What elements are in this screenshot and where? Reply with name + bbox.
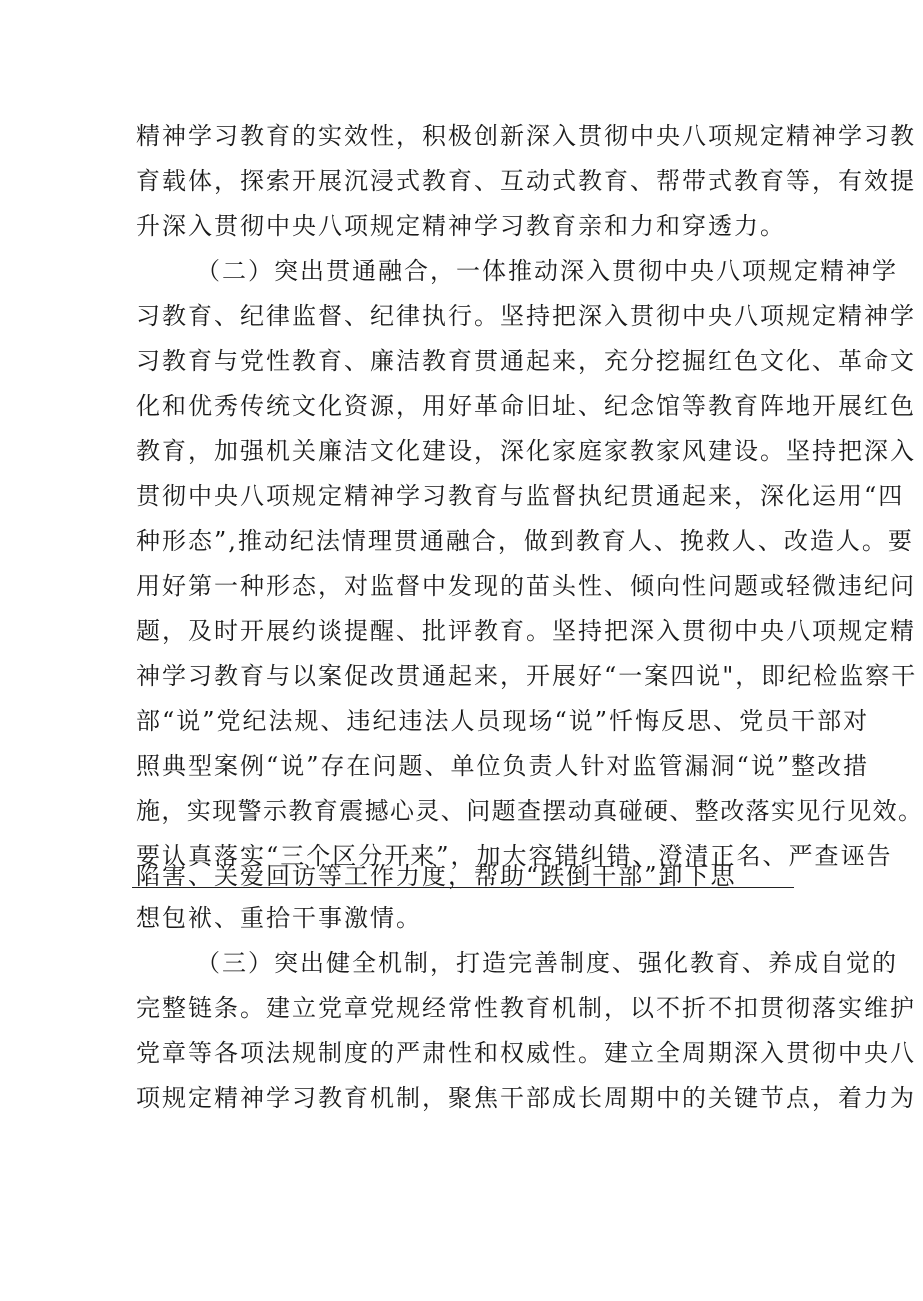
text-line: 育载体，探索开展沉浸式教育、互动式教育、帮带式教育等，有效提 xyxy=(136,167,916,195)
text-line: 化和优秀传统文化资源，用好革命旧址、纪念馆等教育阵地开展红色 xyxy=(136,392,916,420)
text-line: 项规定精神学习教育机制，聚焦干部成长周期中的关键节点，着力为 xyxy=(136,1084,916,1112)
text-line: 习教育、纪律监督、纪律执行。坚持把深入贯彻中央八项规定精神学 xyxy=(136,302,916,330)
text-line: 照典型案例“说”存在问题、单位负责人针对监管漏洞“说”整改措 xyxy=(136,752,870,780)
text-line: 精神学习教育的实效性，积极创新深入贯彻中央八项规定精神学习教 xyxy=(136,122,916,150)
section-heading-2: （二）突出贯通融合，一体推动深入贯彻中央八项规定精神学 xyxy=(196,257,898,285)
text-line: 教育，加强机关廉洁文化建设，深化家庭家教家风建设。坚持把深入 xyxy=(136,437,916,465)
page-divider xyxy=(132,887,794,888)
text-line: 神学习教育与以案促改贯通起来，开展好“一案四说"，即纪检监察干 xyxy=(136,662,918,690)
text-line: 用好第一种形态，对监督中发现的苗头性、倾向性问题或轻微违纪问 xyxy=(136,572,916,600)
text-line: 想包袱、重拾干事激情。 xyxy=(136,904,422,932)
text-line: 完整链条。建立党章党规经常性教育机制，以不折不扣贯彻落实维护 xyxy=(136,994,916,1022)
text-line: 习教育与党性教育、廉洁教育贯通起来，充分挖掘红色文化、革命文 xyxy=(136,347,916,375)
text-line: 陷害、关爱回访等工作力度，帮助“跌倒干部”卸下思 xyxy=(136,862,737,890)
text-line: 部“说”党纪法规、违纪违法人员现场“说”忏悔反思、党员干部对 xyxy=(136,707,870,735)
text-line: 升深入贯彻中央八项规定精神学习教育亲和力和穿透力。 xyxy=(136,212,786,240)
text-line: 要认真落实“三个区分开来”，加大容错纠错、澄清正名、严查诬告 xyxy=(136,842,893,870)
text-line: 贯彻中央八项规定精神学习教育与监督执纪贯通起来，深化运用“四 xyxy=(136,482,905,510)
text-line: 党章等各项法规制度的严肃性和权威性。建立全周期深入贯彻中央八 xyxy=(136,1039,916,1067)
text-line: 题，及时开展约谈提醒、批评教育。坚持把深入贯彻中央八项规定精 xyxy=(136,617,916,645)
section-heading-3: （三）突出健全机制，打造完善制度、强化教育、养成自觉的 xyxy=(196,949,898,977)
text-line: 种形态”,推动纪法情理贯通融合，做到教育人、挽救人、改造人。要 xyxy=(136,527,914,555)
text-line: 施，实现警示教育震撼心灵、问题查摆动真碰硬、整改落实见行见效。 xyxy=(136,797,923,825)
